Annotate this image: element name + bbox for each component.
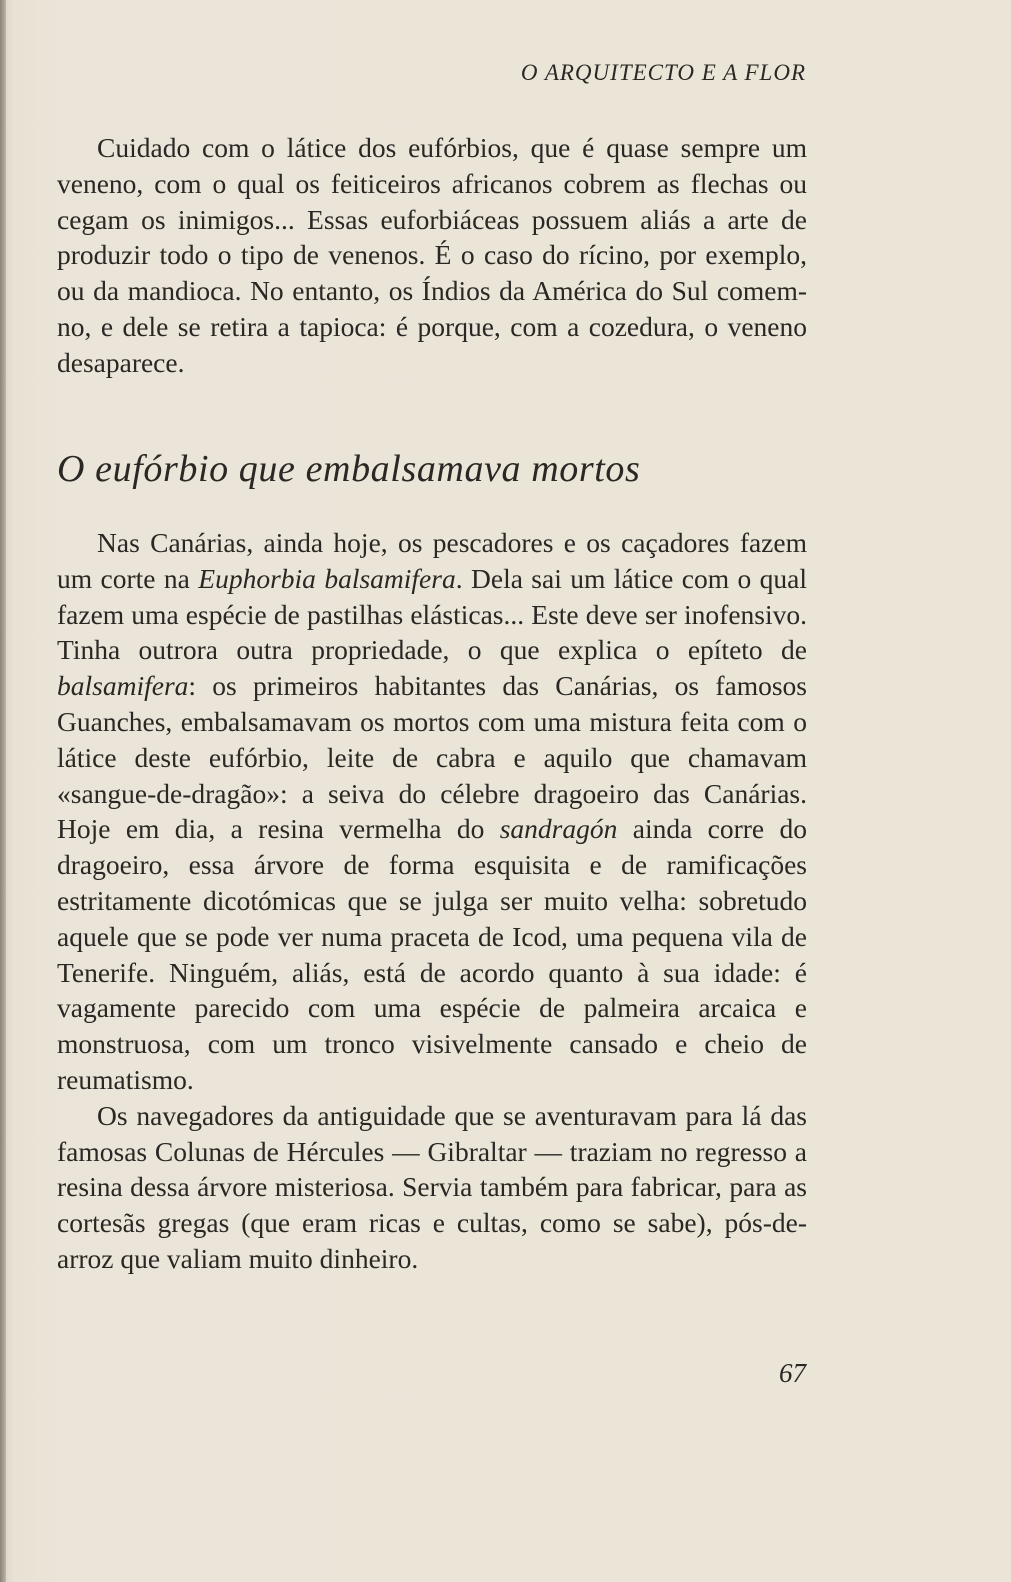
italic-sandragon: sandragón — [499, 813, 618, 845]
intro-text-block — [57, 130, 807, 381]
text-run: : os primeiros habitantes das Canárias, os famosos Guanches, embalsamavam os mortos com uma mistura feita com o látice deste eufórbio, leite de cabra e aquilo que chamavam «sangue-de-dragão»: a seiva do célebre dragoeiro das Canárias. Hoje em dia, a resina vermelha do — [57, 670, 807, 845]
page-number: 67 — [779, 1358, 806, 1388]
text-run: . Dela sai um látice com o qual fazem uma espécie de pastilhas elásticas... Este deve ser inofensivo. Tinha outrora outra propriedade, o que explica o epíteto de — [57, 562, 807, 666]
paragraph-navigators: Os navegadores da antiguidade que se aventuravam para lá das famosas Colunas de Hércules — Gibraltar — traziam no regresso a resina dessa árvore misteriosa. Servia também para fabricar, para as cortesãs gregas (que eram ricas e cultas, como se sabe), pós-de-arroz que valiam muito dinheiro. — [57, 1099, 807, 1274]
paragraph-canary-islands — [57, 525, 807, 1098]
paragraph-latex-poison: Cuidado com o látice dos eufórbios, que é quase sempre um veneno, com o qual os feiticeiros africanos cobrem as flechas ou cegam os inimigos... Essas euforbiáceas possuem aliás a arte de produzir todo o tipo de venenos. É o caso do rícino, por exemplo, ou da mandioca. No entanto, os Índios da América do Sul comem-no, e dele se retira a tapioca: é porque, com a cozedura, o veneno desaparece. — [57, 132, 807, 378]
section-heading: O eufórbio que embalsamava mortos — [57, 448, 641, 490]
italic-species-name: Euphorbia balsamifera — [198, 562, 456, 594]
text-run: ainda corre do dragoeiro, essa árvore de forma esquisita e de ramificações estritamente dicotómicas que se julga ser muito velha: sobretudo aquele que se pode ver numa praceta de Icod, uma pequena vila de Tenerife. Ninguém, aliás, está de acordo quanto à sua idade: é vagamente parecido com uma espécie de palmeira arcaica e monstruosa, com um tronco visivelmente cansado e cheio de reumatismo. — [57, 813, 808, 1095]
text-run: Nas Canárias, ainda hoje, os pescadores e os caçadores fazem um corte na — [57, 527, 807, 594]
page-spine-edge — [0, 0, 6, 1582]
running-head: O ARQUITECTO E A FLOR — [520, 60, 806, 85]
italic-epithet: balsamifera — [57, 670, 189, 702]
section-text-block — [57, 525, 807, 1277]
